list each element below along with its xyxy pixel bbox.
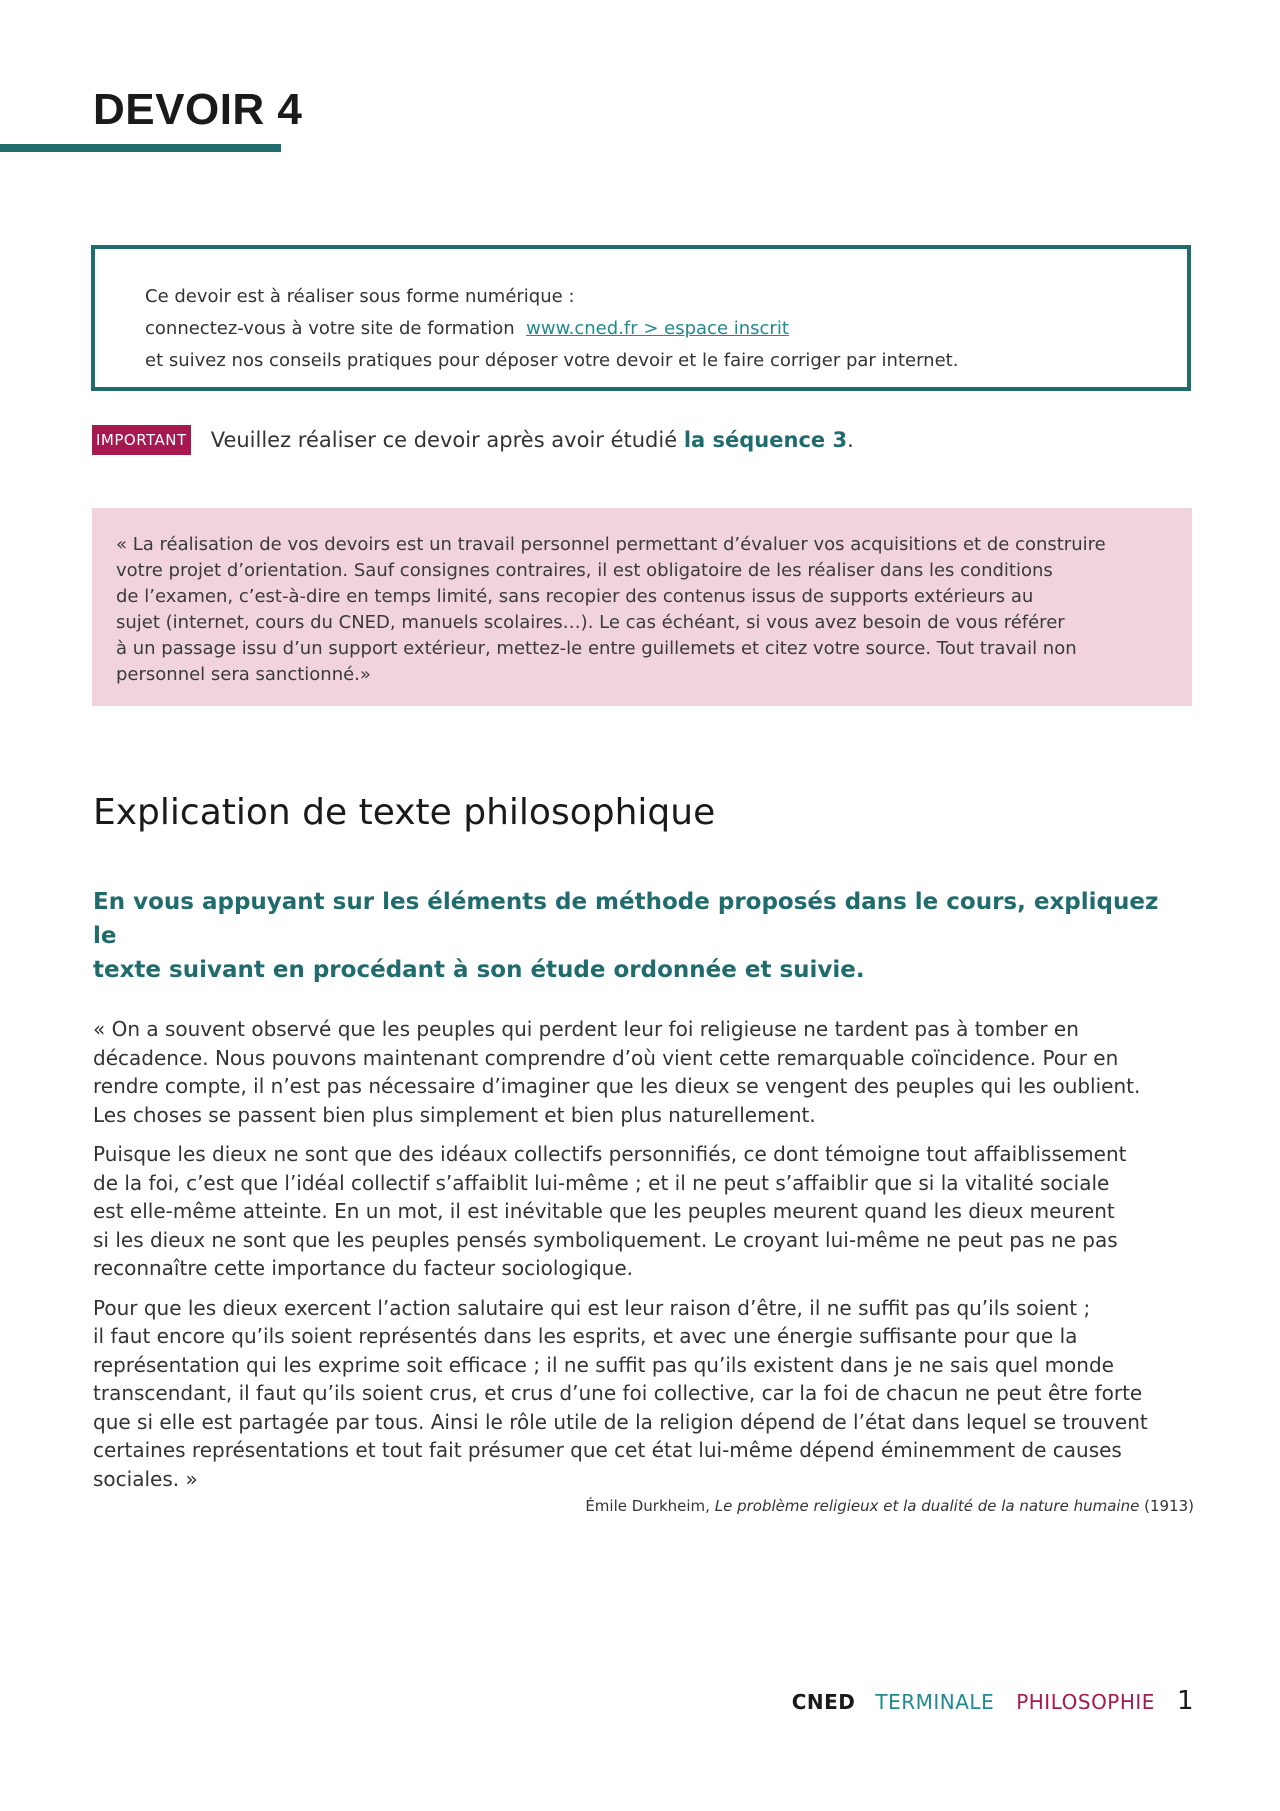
text-line: est elle-même atteinte. En un mot, il est inévitable que les peuples meurent quand les dieux meurent xyxy=(93,1199,1115,1223)
text-line: il faut encore qu’ils soient représentés dans les esprits, et avec une énergie suffisante pour que la xyxy=(93,1324,1078,1348)
text-line: rendre compte, il n’est pas nécessaire d’imaginer que les dieux se vengent des peuples qui les oublient. xyxy=(93,1074,1141,1098)
citation xyxy=(585,1497,1194,1515)
text-line: Puisque les dieux ne sont que des idéaux collectifs personnifiés, ce dont témoigne tout affaiblissement xyxy=(93,1142,1127,1166)
instruction-line: texte suivant en procédant à son étude ordonnée et suivie. xyxy=(93,957,865,983)
warning-line: de l’examen, c’est-à-dire en temps limité, sans recopier des contenus issus de supports extérieurs au xyxy=(116,586,1034,607)
important-notice xyxy=(92,425,854,455)
warning-line: à un passage issu d’un support extérieur, mettez-le entre guillemets et citez votre source. Tout travail non xyxy=(116,638,1077,659)
citation-author: Émile Durkheim, xyxy=(585,1497,710,1515)
warning-box xyxy=(92,508,1192,706)
citation-year: (1913) xyxy=(1144,1497,1194,1515)
text-paragraph-1 xyxy=(93,1015,1198,1129)
title-underline xyxy=(0,144,281,152)
warning-line: sujet (internet, cours du CNED, manuels scolaires…). Le cas échéant, si vous avez besoin de vous référer xyxy=(116,612,1065,633)
important-text xyxy=(211,428,854,452)
instruction-line: En vous appuyant sur les éléments de méthode proposés dans le cours, expliquez le xyxy=(93,889,1159,949)
info-line-1: Ce devoir est à réaliser sous forme numérique : xyxy=(145,286,575,307)
text-line: si les dieux ne sont que les peuples pensés symboliquement. Le croyant lui-même ne peut pas ne pas xyxy=(93,1227,1118,1252)
page-header xyxy=(0,86,302,152)
text-line: « On a souvent observé que les peuples qui perdent leur foi religieuse ne tardent pas à tomber en xyxy=(93,1017,1079,1041)
philosophy-text xyxy=(93,1015,1198,1504)
text-paragraph-2 xyxy=(93,1140,1198,1283)
important-sequence: la séquence 3 xyxy=(683,428,848,452)
text-line: de la foi, c’est que l’idéal collectif s’affaiblit lui-même ; et il ne peut s’affaiblir que si la vitalité sociale xyxy=(93,1170,1110,1195)
text-line: certaines représentations et tout fait présumer que cet état lui-même dépend éminemment de causes xyxy=(93,1438,1122,1462)
cned-link[interactable]: www.cned.fr > espace inscrit xyxy=(526,318,789,339)
text-line: représentation qui les exprime soit efficace ; il ne suffit pas qu’ils existent dans je ne sais quel monde xyxy=(93,1352,1114,1377)
citation-work: Le problème religieux et la dualité de la nature humaine xyxy=(714,1497,1140,1515)
page-title: DEVOIR 4 xyxy=(93,85,303,134)
text-line: décadence. Nous pouvons maintenant comprendre d’où vient cette remarquable coïncidence. Pour en xyxy=(93,1045,1119,1070)
text-paragraph-3 xyxy=(93,1294,1198,1494)
text-line: Pour que les dieux exercent l’action salutaire qui est leur raison d’être, il ne suffit pas qu’ils soient ; xyxy=(93,1295,1091,1320)
section-title: Explication de texte philosophique xyxy=(93,792,716,833)
warning-line: votre projet d’orientation. Sauf consignes contraires, il est obligatoire de les réaliser dans les conditions xyxy=(116,560,1053,581)
info-line-2 xyxy=(145,313,1187,345)
info-line-2-prefix: connectez-vous à votre site de formation xyxy=(145,318,515,339)
important-text-suffix: . xyxy=(847,428,854,452)
footer-subject: PHILOSOPHIE xyxy=(1016,1690,1155,1714)
important-text-prefix: Veuillez réaliser ce devoir après avoir étudié xyxy=(210,428,678,452)
text-line: transcendant, il faut qu’ils soient crus, et crus d’une foi collective, car la foi de chacun ne peut être forte xyxy=(93,1381,1143,1405)
page-number: 1 xyxy=(1176,1686,1194,1716)
page-footer xyxy=(792,1686,1194,1716)
footer-level: TERMINALE xyxy=(875,1690,995,1714)
info-line-3: et suivez nos conseils pratiques pour déposer votre devoir et le faire corriger par internet. xyxy=(145,350,959,371)
info-box xyxy=(91,245,1191,391)
text-line: Les choses se passent bien plus simplement et bien plus naturellement. xyxy=(93,1102,816,1127)
instruction xyxy=(93,885,1183,987)
text-line: sociales. » xyxy=(93,1466,198,1491)
footer-brand: CNED xyxy=(791,1690,856,1714)
important-badge: IMPORTANT xyxy=(92,425,191,455)
text-line: reconnaître cette importance du facteur sociologique. xyxy=(93,1256,633,1280)
warning-line: personnel sera sanctionné.» xyxy=(116,664,371,685)
text-line: que si elle est partagée par tous. Ainsi le rôle utile de la religion dépend de l’état dans lequel se trouvent xyxy=(93,1409,1148,1434)
warning-line: « La réalisation de vos devoirs est un travail personnel permettant d’évaluer vos acquisitions et de construire xyxy=(116,534,1106,555)
